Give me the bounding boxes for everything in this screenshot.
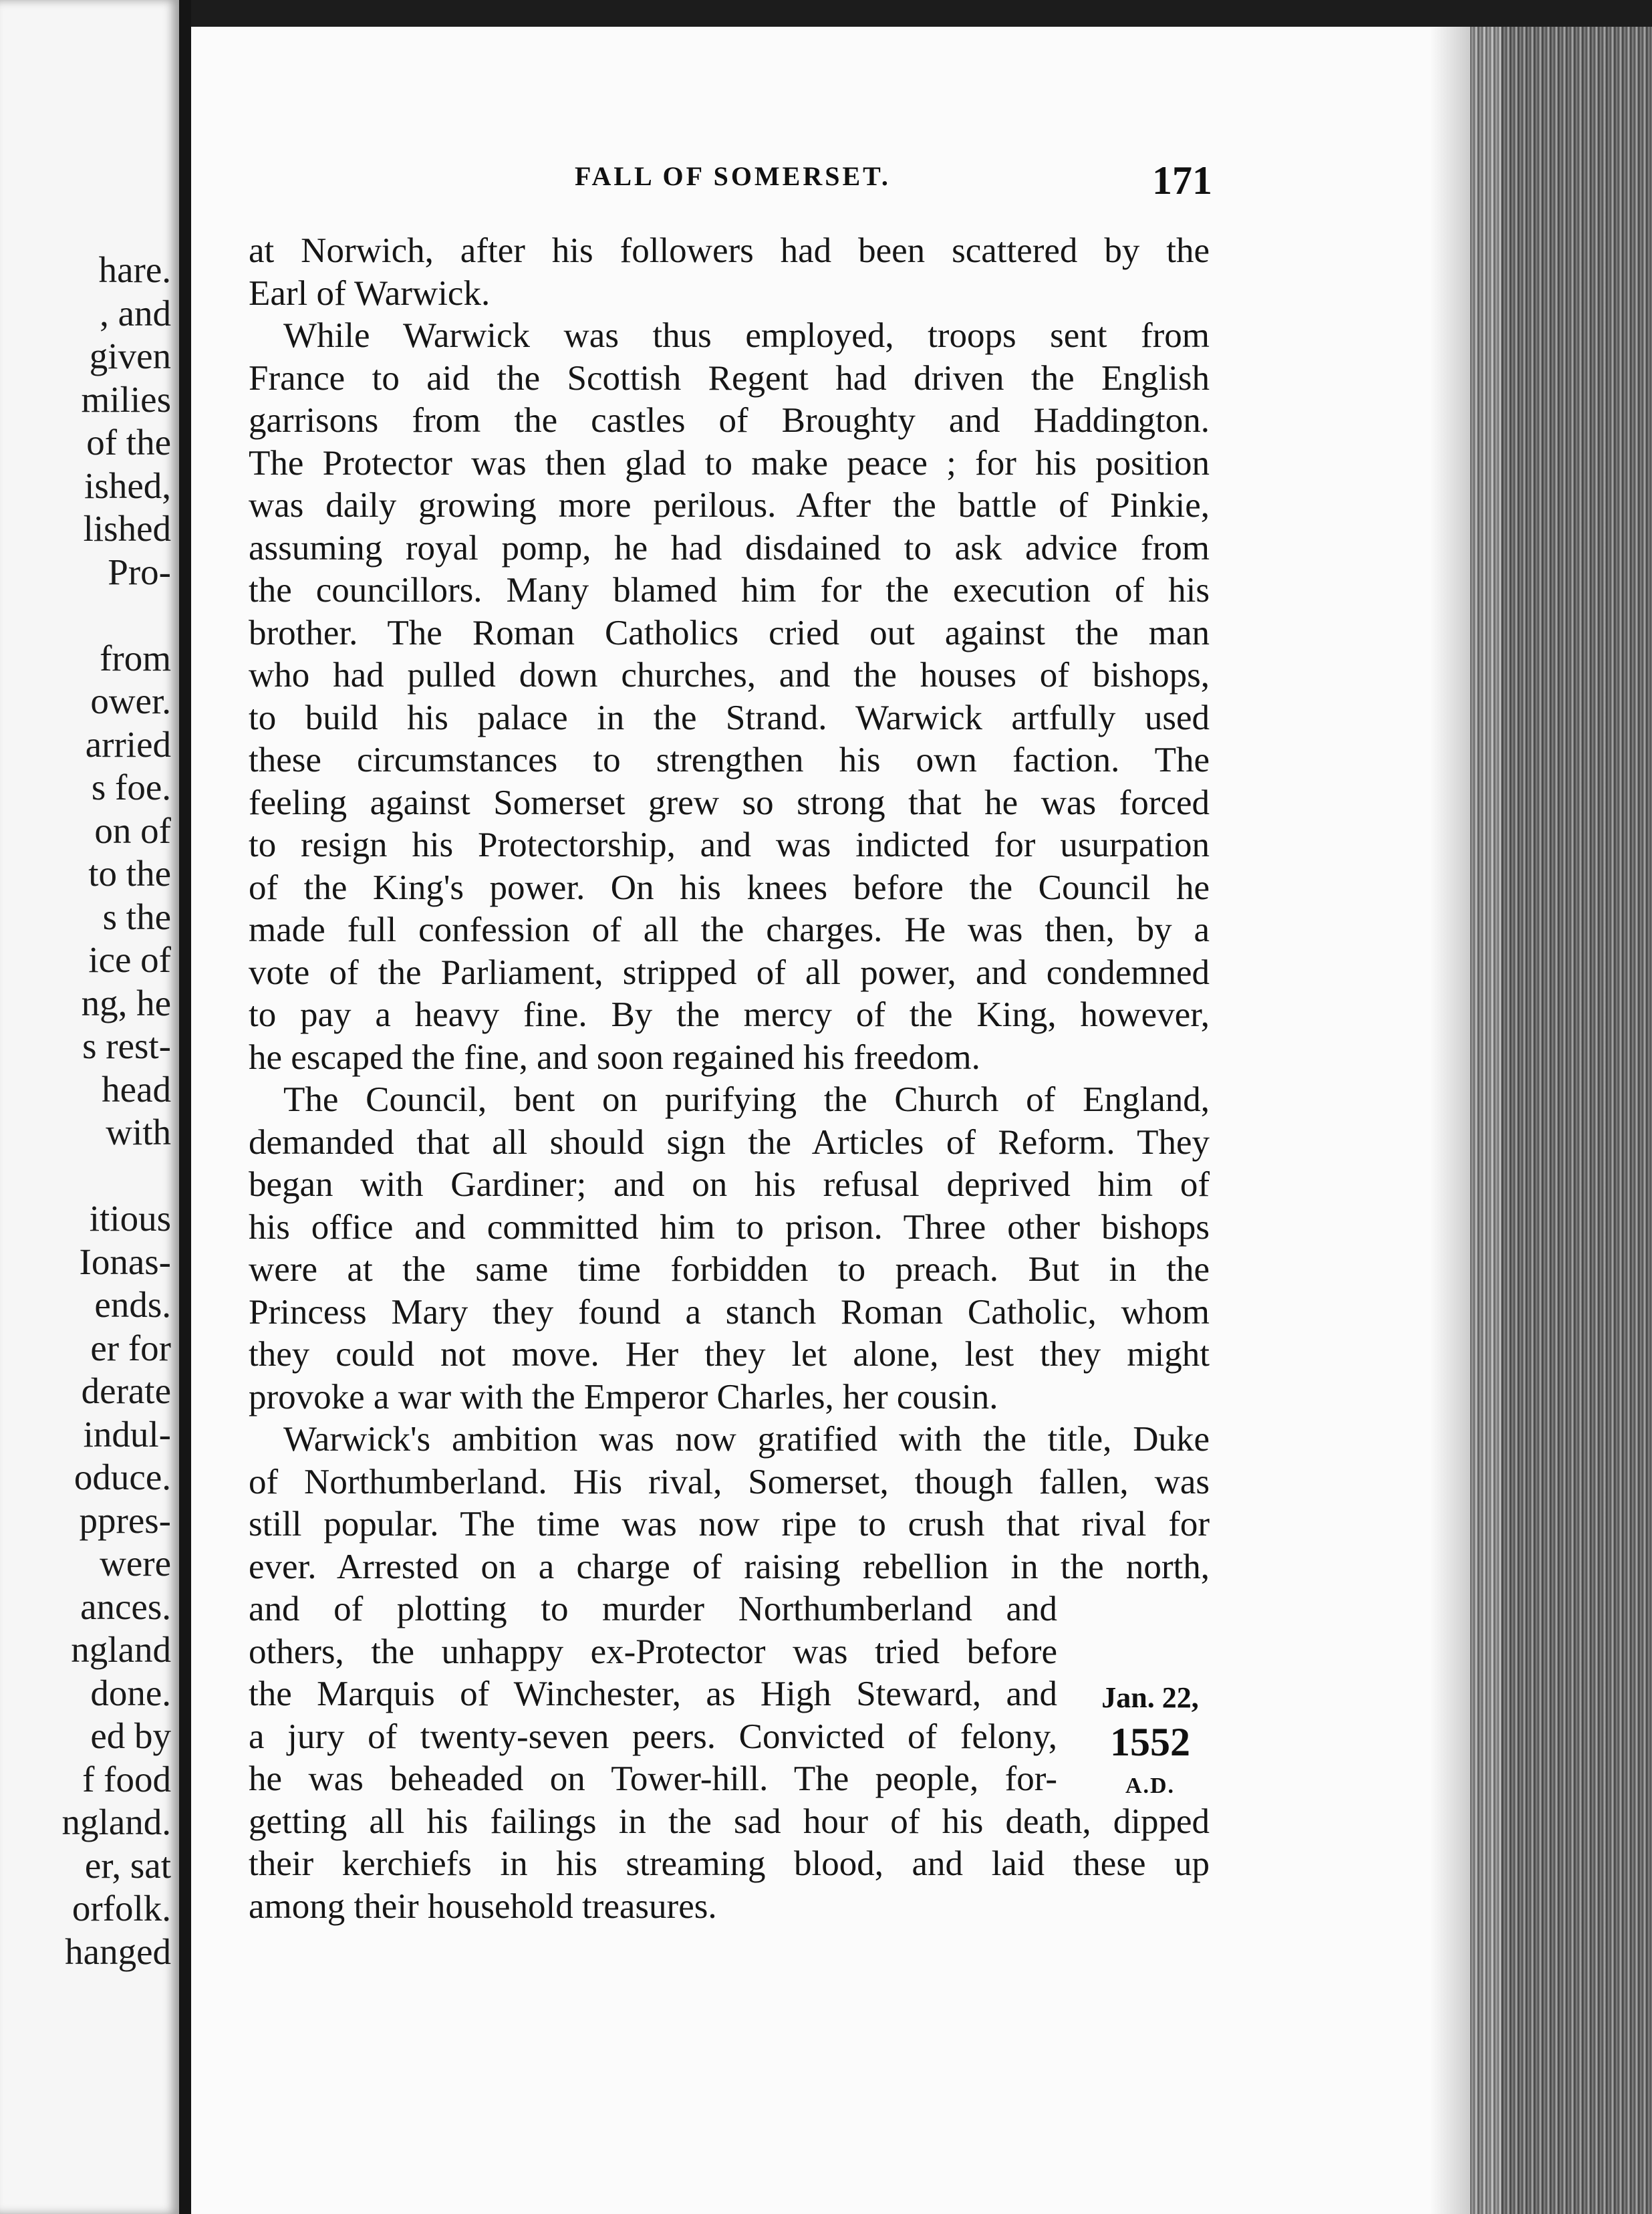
left-page-line: ng, he — [81, 982, 171, 1023]
left-page-line: ished, — [84, 465, 171, 506]
body-line: the councillors. Many blamed him for the execution of his — [249, 571, 1210, 610]
body-line: a jury of twenty-seven peers. Convicted of felony, — [249, 1717, 1057, 1756]
left-page-text — [0, 249, 171, 1973]
left-page-line: derate — [81, 1370, 171, 1411]
body-line: were at the same time forbidden to preach. But in the — [249, 1250, 1210, 1289]
left-page-line: ngland — [71, 1629, 171, 1670]
body-line: made full confession of all the charges. He was then, by a — [249, 910, 1210, 949]
left-page-line: f food — [82, 1758, 171, 1800]
left-page-line: ngland. — [61, 1802, 171, 1842]
body-line: he escaped the fine, and soon regained his freedom. — [249, 1037, 980, 1077]
left-page-line: orfolk. — [72, 1888, 171, 1929]
left-page-line: hanged — [65, 1931, 171, 1972]
left-page-line: arried — [85, 723, 171, 765]
body-line: who had pulled down churches, and the houses of bishops, — [249, 656, 1210, 695]
body-line: the Marquis of Winchester, as High Steward, and — [249, 1675, 1057, 1713]
body-line: others, the unhappy ex-Protector was tried before — [249, 1632, 1057, 1671]
left-page-line: on of — [94, 810, 171, 851]
left-page-line: oduce. — [74, 1457, 171, 1497]
left-facing-page — [0, 0, 179, 2214]
body-text — [249, 230, 1210, 1928]
left-page-line: Pro- — [108, 551, 171, 592]
left-page-line: head — [102, 1068, 171, 1110]
left-page-line: er for — [90, 1327, 171, 1368]
left-page-line: ances. — [80, 1586, 171, 1627]
body-line: garrisons from the castles of Broughty and Haddington. — [249, 401, 1210, 440]
left-page-line: s rest- — [82, 1025, 171, 1066]
page-number: 171 — [1152, 158, 1212, 203]
body-line: France to aid the Scottish Regent had driven the English — [249, 358, 1210, 398]
body-line: their kerchiefs in his streaming blood, and laid these up — [249, 1844, 1210, 1883]
body-line: assuming royal pomp, he had disdained to ask advice from — [249, 528, 1210, 568]
body-line: they could not move. Her they let alone, lest they might — [249, 1335, 1210, 1374]
left-page-line: done. — [90, 1672, 171, 1713]
body-line: to build his palace in the Strand. Warwick artfully used — [249, 698, 1210, 737]
left-page-line — [0, 594, 171, 637]
left-page-line: , and — [100, 292, 171, 334]
body-line: began with Gardiner; and on his refusal deprived him of — [249, 1165, 1210, 1204]
body-line: these circumstances to strengthen his own faction. The — [249, 741, 1210, 779]
body-line: While Warwick was thus employed, troops sent from — [283, 316, 1210, 355]
left-page-line: from — [100, 637, 171, 679]
left-page-line — [0, 1154, 171, 1198]
body-line: ever. Arrested on a charge of raising rebellion in the north, — [249, 1547, 1210, 1586]
body-line: among their household treasures. — [249, 1886, 717, 1926]
body-line: and of plotting to murder Northumberland and — [249, 1590, 1057, 1628]
body-line: The Protector was then glad to make peace ; for his position — [249, 443, 1210, 483]
left-page-line: were — [100, 1543, 171, 1584]
left-page-line: indul- — [83, 1413, 171, 1455]
left-page-line: ppres- — [79, 1499, 171, 1541]
body-line: Princess Mary they found a stanch Roman Catholic, whom — [249, 1292, 1210, 1332]
body-line: Warwick's ambition was now gratified with the title, Duke — [283, 1420, 1210, 1459]
page-edges — [1470, 27, 1652, 2214]
body-line: still popular. The time was now ripe to crush that rival for — [249, 1505, 1210, 1544]
left-page-line: Ionas- — [79, 1241, 171, 1282]
left-page-line: with — [106, 1112, 171, 1152]
body-line: to pay a heavy fine. By the mercy of the King, however, — [249, 995, 1210, 1034]
left-page-line: er, sat — [84, 1844, 171, 1886]
body-line: of Northumberland. His rival, Somerset, though fallen, was — [249, 1462, 1210, 1501]
body-line: Earl of Warwick. — [249, 273, 491, 313]
body-line: provoke a war with the Emperor Charles, her cousin. — [249, 1377, 998, 1417]
body-line: getting all his failings in the sad hour of his death, dipped — [249, 1802, 1210, 1841]
margin-note — [1080, 1678, 1220, 1806]
body-line: brother. The Roman Catholics cried out against the man — [249, 613, 1210, 652]
margin-note-era: A.D. — [1125, 1773, 1176, 1798]
body-line: at Norwich, after his followers had been scattered by the — [249, 231, 1210, 270]
running-title: FALL OF SOMERSET. — [575, 161, 891, 191]
left-page-line: ice of — [88, 939, 171, 980]
margin-note-date: Jan. 22, — [1101, 1681, 1199, 1714]
left-page-line: ower. — [90, 681, 171, 721]
margin-note-year: 1552 — [1110, 1720, 1190, 1764]
body-line: his office and committed him to prison. Three other bishops — [249, 1207, 1210, 1247]
body-line: demanded that all should sign the Articles of Reform. They — [249, 1122, 1210, 1162]
left-page-line: lished — [83, 508, 171, 549]
left-page-line: hare. — [98, 249, 171, 290]
book-gutter — [179, 0, 191, 2214]
body-line: vote of the Parliament, stripped of all power, and condemned — [249, 953, 1210, 992]
left-page-line: given — [89, 336, 171, 376]
body-line: feeling against Somerset grew so strong that he was forced — [249, 783, 1210, 822]
left-page-line: to the — [88, 853, 171, 894]
body-line: The Council, bent on purifying the Church of England, — [283, 1080, 1210, 1119]
left-page-line: itious — [89, 1198, 171, 1239]
left-page-line: milies — [81, 378, 171, 420]
body-line: to resign his Protectorship, and was indicted for usurpation — [249, 826, 1210, 864]
left-page-line: ends. — [94, 1284, 171, 1325]
body-line: of the King's power. On his knees before the Council he — [249, 868, 1210, 907]
left-page-line: ed by — [90, 1715, 171, 1756]
body-line: was daily growing more perilous. After the battle of Pinkie, — [249, 486, 1210, 525]
body-line: he was beheaded on Tower-hill. The people, for- — [249, 1759, 1057, 1798]
left-page-line: s foe. — [91, 767, 171, 808]
left-page-line: s the — [102, 896, 171, 937]
left-page-line: of the — [86, 422, 171, 463]
